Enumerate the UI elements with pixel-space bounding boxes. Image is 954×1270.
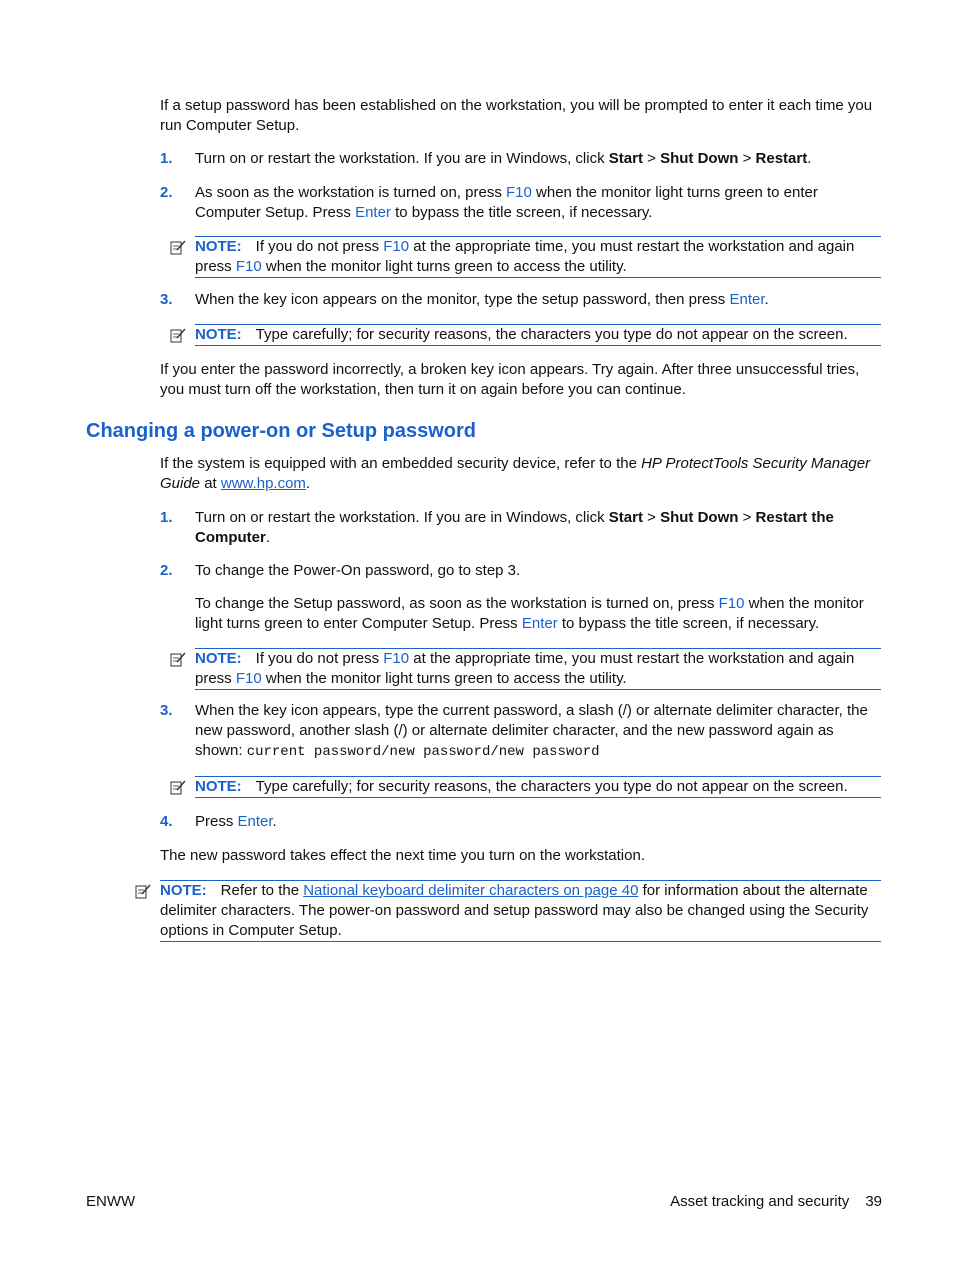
- step-4: [160, 812, 882, 832]
- step-number: 3.: [160, 291, 173, 308]
- key-f10: F10: [506, 184, 532, 201]
- incorrect-paragraph: If you enter the password incorrectly, a broken key icon appears. Try again. After three unsuccessful tries, you must turn off the workstation, then turn it on again before you can continue.: [160, 361, 860, 398]
- step-text: To change the Power-On password, go to step 3.: [195, 562, 521, 579]
- step-text: When the key icon appears on the monitor, type the setup password, then press Enter.: [195, 291, 769, 308]
- intro-paragraph: If a setup password has been established on the workstation, you will be prompted to enter it each time you run Computer Setup.: [160, 97, 873, 134]
- step-3: [160, 290, 882, 310]
- menu-restart-computer: Restart the Computer: [195, 509, 834, 546]
- step-text: Press Enter.: [195, 813, 277, 830]
- hp-link[interactable]: www.hp.com: [220, 475, 306, 492]
- step-number: 2.: [160, 184, 173, 201]
- menu-start: Start: [608, 509, 643, 526]
- menu-restart: Restart: [755, 150, 808, 167]
- step-number: 1.: [160, 150, 173, 167]
- note-pencil-icon: [170, 779, 186, 795]
- step-2: [160, 183, 882, 223]
- guide-title: HP ProtectTools Security Manager Guide: [160, 455, 871, 492]
- note-pencil-icon: [170, 651, 186, 667]
- step-subtext: To change the Setup password, as soon as the workstation is turned on, press F10 when the monitor light turns green to enter Computer Setup. Press Enter to bypass the title screen, if necessary.: [195, 595, 864, 632]
- key-f10: F10: [383, 238, 410, 255]
- step-2: [160, 561, 882, 634]
- key-enter: Enter: [521, 615, 558, 632]
- note-label: NOTE:: [195, 238, 242, 255]
- note-box: NOTE: Type carefully; for security reasons, the characters you type do not appear on the screen.: [195, 324, 881, 346]
- footer-section: Asset tracking and security: [670, 1193, 850, 1210]
- section-intro: If the system is equipped with an embedded security device, refer to the HP ProtectTools Security Manager Guide at www.hp.com.: [160, 455, 871, 492]
- step-text: Turn on or restart the workstation. If you are in Windows, click Start > Shut Down > Restart the Computer.: [195, 509, 834, 546]
- note-label: NOTE:: [160, 882, 207, 899]
- step-1: [160, 508, 882, 548]
- key-enter: Enter: [237, 813, 273, 830]
- note-pencil-icon: [170, 327, 186, 343]
- note-box: NOTE: Refer to the National keyboard delimiter characters on page 40 for information about the alternate delimiter characters. The power-on password and setup password may also be changed using the Security options in Computer Setup.: [160, 880, 881, 942]
- page-number: 39: [865, 1193, 882, 1210]
- footer-right: [670, 1192, 882, 1212]
- section-heading: Changing a power-on or Setup password: [86, 420, 477, 442]
- step-number: 1.: [160, 509, 173, 526]
- note-box: NOTE: Type carefully; for security reasons, the characters you type do not appear on the screen.: [195, 776, 881, 798]
- note-pencil-icon: [135, 883, 151, 899]
- step-3: [160, 701, 882, 762]
- step-text: When the key icon appears, type the current password, a slash (/) or alternate delimiter character, the new password, another slash (/) or alternate delimiter character, and the new password again as shown: current password/new password/new password: [195, 702, 868, 760]
- note-box: NOTE: If you do not press F10 at the appropriate time, you must restart the workstation and again press F10 when the monitor light turns green to access the utility.: [195, 236, 881, 278]
- footer-left: ENWW: [86, 1193, 136, 1210]
- note-label: NOTE:: [195, 326, 242, 343]
- menu-shut-down: Shut Down: [660, 150, 739, 167]
- takes-effect-paragraph: The new password takes effect the next time you turn on the workstation.: [160, 847, 645, 864]
- note-label: NOTE:: [195, 778, 242, 795]
- delimiter-characters-link[interactable]: National keyboard delimiter characters on page 40: [303, 882, 639, 899]
- note-pencil-icon: [170, 239, 186, 255]
- key-f10: F10: [235, 670, 262, 687]
- key-f10: F10: [383, 650, 410, 667]
- menu-shut-down: Shut Down: [660, 509, 739, 526]
- note-label: NOTE:: [195, 650, 242, 667]
- step-number: 2.: [160, 562, 173, 579]
- key-enter: Enter: [355, 204, 391, 221]
- password-format-code: current password/new password/new password: [246, 744, 600, 760]
- step-text: Turn on or restart the workstation. If you are in Windows, click Start > Shut Down > Restart.: [195, 150, 812, 167]
- note-box: NOTE: If you do not press F10 at the appropriate time, you must restart the workstation and again press F10 when the monitor light turns green to access the utility.: [195, 648, 881, 690]
- key-f10: F10: [235, 258, 262, 275]
- menu-start: Start: [608, 150, 643, 167]
- key-enter: Enter: [729, 291, 765, 308]
- step-1: [160, 149, 882, 169]
- step-text: As soon as the workstation is turned on, press F10 when the monitor light turns green to enter Computer Setup. Press Enter to bypass the title screen, if necessary.: [195, 184, 818, 221]
- key-f10: F10: [718, 595, 745, 612]
- step-number: 3.: [160, 702, 173, 719]
- step-number: 4.: [160, 813, 173, 830]
